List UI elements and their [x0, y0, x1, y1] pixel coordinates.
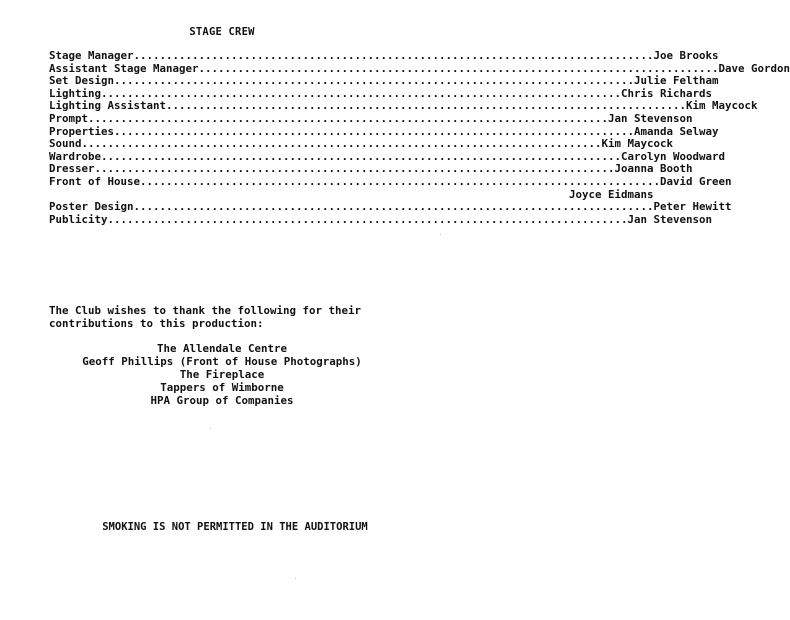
crew-role: Lighting	[49, 86, 102, 100]
crew-role: Assistant Stage Manager	[49, 61, 199, 75]
print-speck	[440, 234, 441, 235]
print-speck	[295, 578, 296, 579]
contributor: Geoff Phillips (Front of House Photographs)	[82, 355, 362, 368]
crew-name: Julie Feltham	[634, 74, 719, 88]
leader-dots: ................................................................................	[133, 49, 654, 62]
crew-name: Kim Maycock	[601, 137, 674, 151]
crew-name: Carolyn Woodward	[621, 149, 726, 163]
crew-row	[49, 74, 719, 88]
crew-name: Chris Richards	[621, 86, 713, 100]
crew-row	[49, 212, 713, 227]
crew-name: Joanna Booth	[614, 162, 693, 176]
crew-name: David Green	[660, 174, 732, 188]
crew-name: Joyce Eidmans	[569, 187, 654, 201]
crew-row	[49, 174, 732, 189]
crew-role: Dresser	[49, 162, 95, 176]
leader-dots: ................................................................................	[101, 149, 622, 163]
leader-dots: ................................................................................	[107, 212, 628, 226]
leader-dots: ................................................................................	[114, 74, 635, 88]
crew-name: Dave Gordon	[718, 61, 790, 75]
crew-role: Wardrobe	[49, 149, 102, 163]
crew-row	[49, 137, 674, 151]
leader-dots: ................................................................................	[94, 162, 615, 176]
print-speck	[210, 428, 211, 429]
crew-name: Peter Hewitt	[653, 200, 732, 214]
crew-role: Poster Design	[49, 200, 134, 214]
crew-role: Stage Manager	[49, 49, 134, 62]
crew-list	[49, 49, 790, 226]
no-smoking-notice: SMOKING IS NOT PERMITTED IN THE AUDITORIUM	[102, 521, 368, 533]
page-heading: STAGE CREW	[189, 26, 255, 38]
contributor: The Allendale Centre	[156, 342, 287, 355]
contributor: Tappers of Wimborne	[160, 381, 284, 394]
contributor: HPA Group of Companies	[150, 394, 294, 407]
crew-role: Prompt	[49, 111, 89, 125]
thanks-line: The Club wishes to thank the following for their	[49, 304, 362, 317]
thanks-paragraph	[49, 304, 429, 330]
leader-dots: ................................................................................	[101, 86, 622, 100]
crew-role: Publicity	[49, 212, 108, 226]
leader-dots: ................................................................................	[88, 111, 609, 125]
crew-row	[49, 49, 719, 63]
leader-dots: ................................................................................	[198, 61, 719, 75]
contributors-list	[0, 342, 444, 407]
crew-name: Joe Brooks	[653, 49, 719, 62]
crew-name: Kim Maycock	[686, 99, 758, 113]
leader-dots: ................................................................................	[114, 124, 635, 138]
crew-role: Properties	[49, 124, 115, 138]
leader-dots: ................................................................................	[166, 99, 687, 113]
thanks-line: contributions to this production:	[49, 317, 264, 330]
crew-row	[49, 200, 732, 214]
crew-name: Jan Stevenson	[608, 111, 693, 125]
contributor: The Fireplace	[179, 368, 265, 381]
crew-name: Amanda Selway	[634, 124, 719, 138]
leader-dots: ................................................................................	[133, 200, 654, 214]
crew-row	[49, 111, 693, 126]
crew-role: Lighting Assistant	[49, 99, 167, 113]
leader-dots: ................................................................................	[140, 174, 661, 188]
leader-dots: ................................................................................	[81, 137, 602, 151]
crew-role: Sound	[49, 137, 82, 151]
crew-name: Jan Stevenson	[627, 212, 713, 226]
crew-role: Set Design	[49, 74, 115, 88]
crew-role: Front of House	[49, 174, 141, 188]
